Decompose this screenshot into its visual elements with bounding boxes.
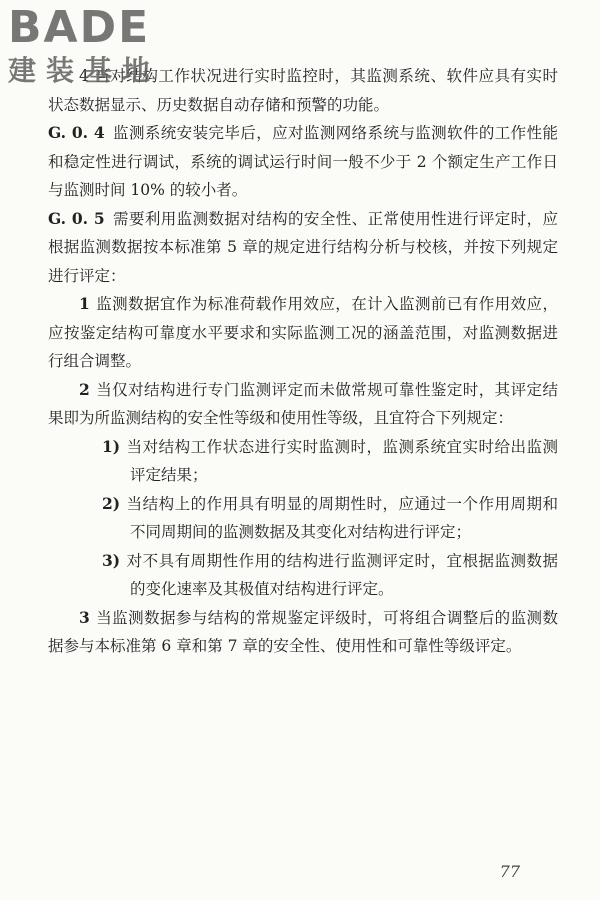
- item-number: 3: [79, 607, 90, 627]
- subitem-text: 当结构上的作用具有明显的周期性时，应通过一个作用周期和不同周期间的监测数据及其变化对结构进行评定；: [126, 494, 558, 541]
- subitem-2: [102, 490, 558, 547]
- subitem-3: [102, 547, 558, 604]
- clause-number: G. 0. 5: [48, 208, 105, 228]
- item-3: [48, 604, 558, 661]
- subitem-number: 2): [102, 493, 121, 513]
- item-2: [48, 376, 558, 433]
- subitem-number: 3): [102, 550, 121, 570]
- watermark-logo: [8, 4, 178, 88]
- clause-text: 需要利用监测数据对结构的安全性、正常使用性进行评定时，应根据监测数据按本标准第 5 章的规定进行结构分析与校核，并按下列规定进行评定：: [48, 209, 558, 285]
- watermark-brand: BADE: [8, 2, 151, 53]
- item-number: 1: [79, 294, 90, 313]
- subitem-text: 当对结构工作状态进行实时监测时，监测系统宜实时给出监测评定结果；: [126, 437, 558, 484]
- paragraph-text: 4 当对结构工作状况进行实时监控时，其监测系统、软件应具有实时状态数据显示、历史数据自动存储和预警的功能。: [48, 67, 558, 114]
- clause-number: G. 0. 4: [48, 123, 105, 142]
- item-text: 当监测数据参与结构的常规鉴定评级时，可将组合调整后的监测数据参与本标准第 6 章和第 7 章的安全性、使用性和可靠性等级评定。: [48, 608, 558, 655]
- item-text: 监测数据宜作为标准荷载作用效应，在计入监测前已有作用效应，应按鉴定结构可靠度水平要求和实际监测工况的涵盖范围，对监测数据进行组合调整。: [48, 295, 558, 370]
- document-body: [48, 62, 558, 661]
- clause-text: 监测系统安装完毕后，应对监测网络系统与监测软件的工作性能和稳定性进行调试，系统的调试运行时间一般不少于 2 个额定生产工作日与监测时间 10% 的较小者。: [48, 124, 558, 199]
- page-number: 77: [499, 862, 520, 881]
- clause-g04: [48, 119, 558, 205]
- subitem-1: [102, 433, 558, 490]
- item-number: 2: [79, 379, 90, 399]
- item-text: 当仅对结构进行专门监测评定而未做常规可靠性鉴定时，其评定结果即为所监测结构的安全性等级和使用性等级，且宜符合下列规定：: [48, 380, 558, 427]
- watermark-subtitle: 建装基地: [8, 54, 161, 87]
- item-1: [48, 290, 558, 376]
- subitem-number: 1): [102, 436, 121, 456]
- subitem-text: 对不具有周期性作用的结构进行监测评定时，宜根据监测数据的变化速率及其极值对结构进行评定。: [126, 551, 558, 598]
- clause-g05: [48, 205, 558, 291]
